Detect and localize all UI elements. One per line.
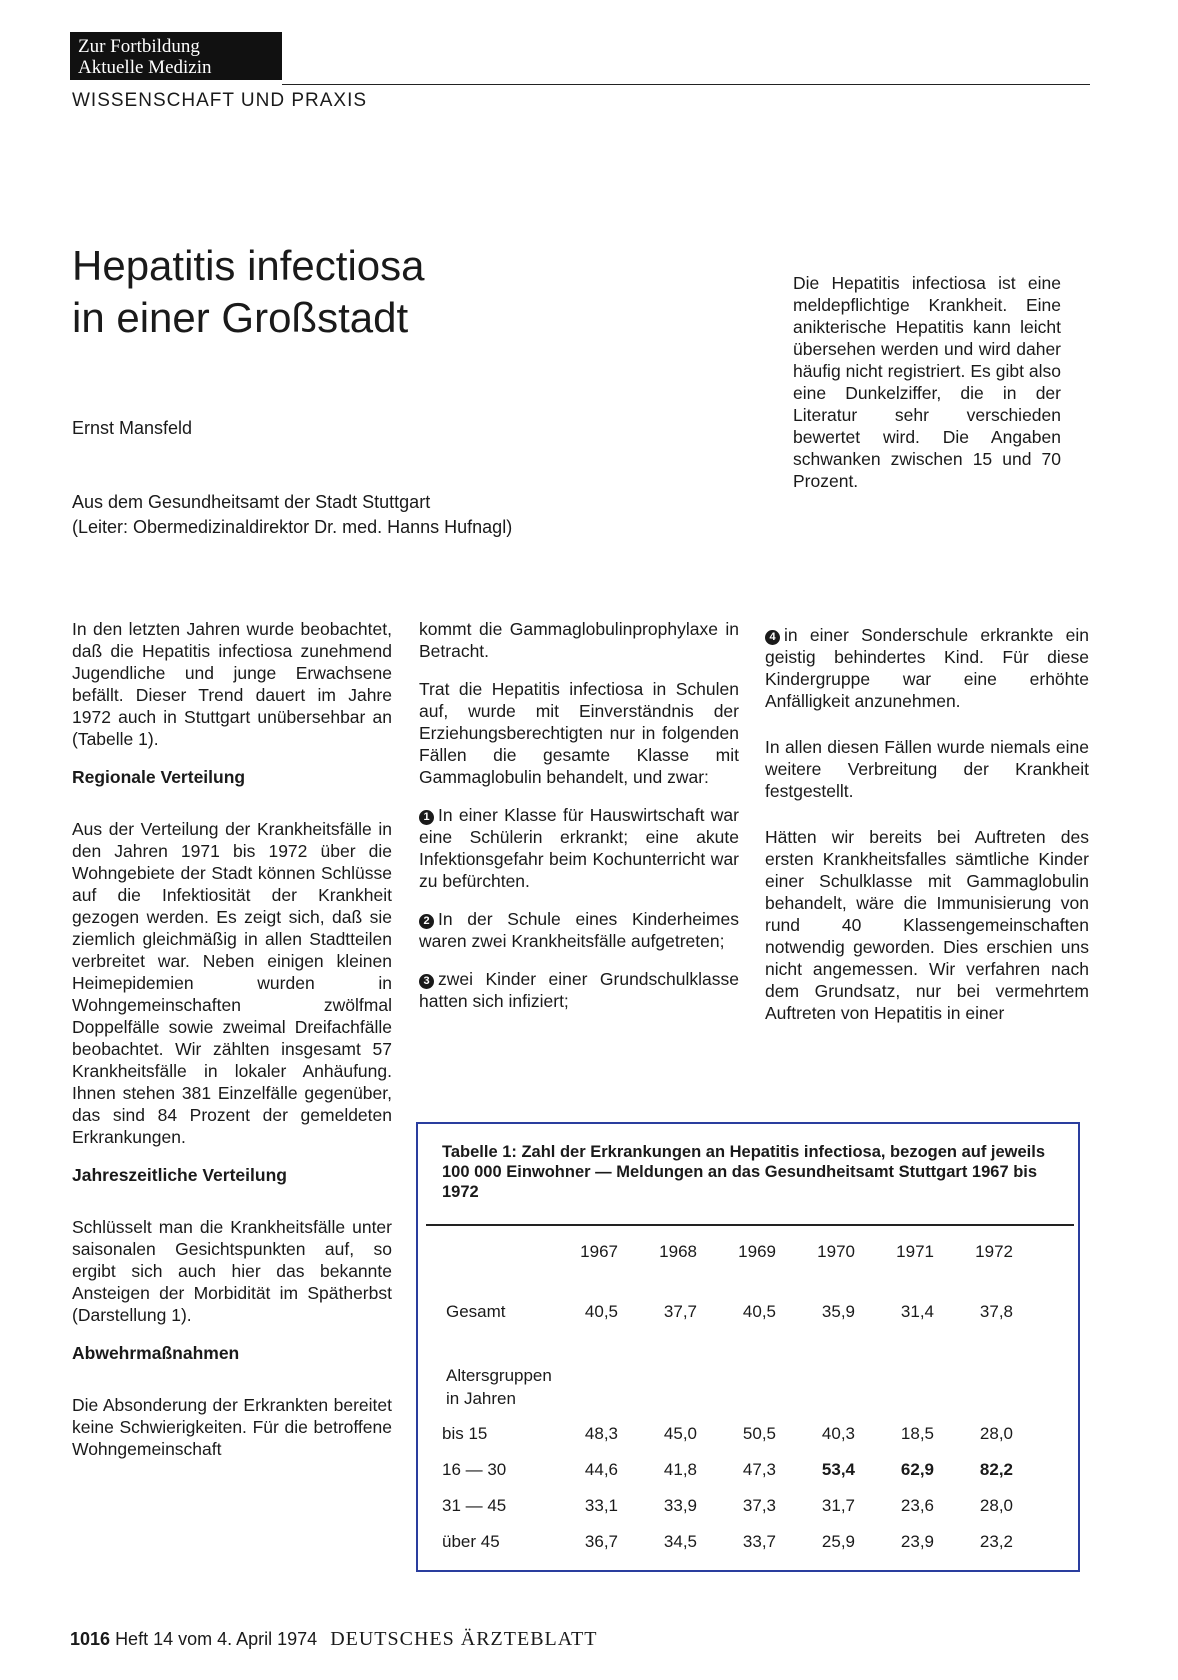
affiliation-line-1: Aus dem Gesundheitsamt der Stadt Stuttgart bbox=[72, 492, 431, 512]
table-caption: Tabelle 1: Zahl der Erkrankungen an Hepatitis infectiosa, bezogen auf jeweils 100 000 Einwohner — Meldungen an das Gesundheitsamt Stuttgart 1967 bis 1972 bbox=[442, 1143, 1046, 1201]
table-cell: 33,1 bbox=[584, 1496, 618, 1515]
table-cell: 31,4 bbox=[900, 1302, 934, 1321]
table-cell: 40,5 bbox=[584, 1302, 618, 1321]
row-label: 31 — 45 bbox=[442, 1496, 507, 1515]
table-cell: 28,0 bbox=[979, 1424, 1013, 1443]
paragraph: In allen diesen Fällen wurde niemals eine weitere Verbreitung der Krankheit festgestellt. bbox=[765, 737, 1089, 801]
table-cell: 37,8 bbox=[979, 1302, 1013, 1321]
row-label: über 45 bbox=[442, 1532, 500, 1551]
row-label: 16 — 30 bbox=[442, 1460, 507, 1479]
page-footer bbox=[70, 1628, 597, 1651]
column-1 bbox=[72, 618, 392, 1476]
issue-info: Heft 14 vom 4. April 1974 bbox=[115, 1629, 318, 1649]
heading-regional: Regionale Verteilung bbox=[72, 767, 246, 787]
paragraph: Aus der Verteilung der Krankheitsfälle in den Jahren 1971 bis 1972 über die Wohngebiete der Stadt können Schlüsse auf die Infektiosität der Krankheit gezogen werden. Es zeigt sich, daß sie ziemlich gleichmäßig in allen Stadtteilen verbreitet war. Neben einigen kleinen Heimepidemien wurden in Wohngemeinschaften zwölfmal Doppelfälle sowie zweimal Dreifachfälle beobachtet. Wir zählten insgesamt 57 Krankheitsfälle in lokaler Anhäufung. Ihnen stehen 381 Einzelfälle gegenüber, das sind 84 Prozent der gemeldeten Erkrankungen. bbox=[72, 819, 392, 1147]
data-table bbox=[416, 1122, 1080, 1572]
department-badge bbox=[70, 32, 282, 80]
table-cell: 37,7 bbox=[663, 1302, 697, 1321]
number-marker: 1 bbox=[419, 810, 434, 825]
age-header-line-2: in Jahren bbox=[446, 1389, 516, 1408]
table-cell: 34,5 bbox=[663, 1532, 697, 1551]
paragraph: Hätten wir bereits bei Auftreten des ersten Krankheitsfalles sämtliche Kinder einer Schulklasse mit Gammaglobulin behandelt, wäre die Immunisierung von rund 40 Klassengemeinschaften notwendig geworden. Dies erschien uns nicht angemessen. Wir verfahren nach dem Grundsatz, nur bei vermehrtem Auftreten von Hepatitis in einer bbox=[765, 827, 1089, 1023]
year-header: 1970 bbox=[817, 1242, 855, 1261]
table-cell-highlight: 62,9 bbox=[900, 1460, 934, 1479]
table-cell: 37,3 bbox=[742, 1496, 776, 1515]
affiliation-line-2: (Leiter: Obermedizinaldirektor Dr. med. Hanns Hufnagl) bbox=[72, 517, 513, 537]
age-header-line-1: Altersgruppen bbox=[446, 1366, 552, 1385]
number-marker: 4 bbox=[765, 630, 780, 645]
table-cell: 44,6 bbox=[584, 1460, 618, 1479]
table-cell: 50,5 bbox=[742, 1424, 776, 1443]
table-cell: 41,8 bbox=[663, 1460, 697, 1479]
number-marker: 2 bbox=[419, 914, 434, 929]
table-cell: 28,0 bbox=[979, 1496, 1013, 1515]
table-cell-highlight: 53,4 bbox=[821, 1460, 855, 1479]
table-cell: 36,7 bbox=[584, 1532, 618, 1551]
article-title bbox=[72, 240, 425, 344]
table-cell: 25,9 bbox=[821, 1532, 855, 1551]
affiliation bbox=[72, 490, 512, 540]
author: Ernst Mansfeld bbox=[72, 418, 193, 438]
table-rule bbox=[426, 1224, 1074, 1226]
number-marker: 3 bbox=[419, 974, 434, 989]
table-cell: 47,3 bbox=[742, 1460, 776, 1479]
paragraph: Die Absonderung der Erkrankten bereitet keine Schwierigkeiten. Für die betroffene Wohngemeinschaft bbox=[72, 1395, 392, 1459]
table-cell-highlight: 82,2 bbox=[979, 1460, 1013, 1479]
title-line-2: in einer Großstadt bbox=[72, 294, 409, 341]
table-cell: 31,7 bbox=[821, 1496, 855, 1515]
paragraph: Trat die Hepatitis infectiosa in Schulen auf, wurde mit Einverständnis der Erziehungsberechtigten nur in folgenden Fällen die gesamte Klasse mit Gammaglobulin behandelt, und zwar: bbox=[419, 679, 739, 787]
table-cell: 23,9 bbox=[900, 1532, 934, 1551]
section-label: WISSENSCHAFT UND PRAXIS bbox=[72, 90, 368, 111]
list-item: 1 In einer Klasse für Hauswirtschaft war eine Schülerin erkrankt; eine akute Infektionsgefahr beim Kochunterricht war zu befürchten. bbox=[419, 805, 739, 891]
list-item: 2 In der Schule eines Kinderheimes waren zwei Krankheitsfälle aufgetreten; bbox=[419, 909, 739, 951]
year-header: 1972 bbox=[975, 1242, 1013, 1261]
heading-defense: Abwehrmaßnahmen bbox=[72, 1343, 240, 1363]
table-cell: 23,6 bbox=[900, 1496, 934, 1515]
paragraph: Schlüsselt man die Krankheitsfälle unter saisonalen Gesichtspunkten auf, so ergibt sich auch hier das bekannte Ansteigen der Morbidität im Spätherbst (Darstellung 1). bbox=[72, 1217, 392, 1325]
year-header: 1967 bbox=[580, 1242, 618, 1261]
list-item: 3 zwei Kinder einer Grundschulklasse hatten sich infiziert; bbox=[419, 969, 739, 1011]
abstract: Die Hepatitis infectiosa ist eine meldepflichtige Krankheit. Eine anikterische Hepatitis kann leicht übersehen werden und wird daher häufig nicht registriert. Es gibt also eine Dunkelziffer, die in der Literatur sehr verschieden bewertet wird. Die Angaben schwanken zwischen 15 und 70 Prozent. bbox=[793, 273, 1061, 491]
row-label: bis 15 bbox=[442, 1424, 488, 1443]
table-cell: 40,3 bbox=[821, 1424, 855, 1443]
table-cell: 35,9 bbox=[821, 1302, 855, 1321]
heading-season: Jahreszeitliche Verteilung bbox=[72, 1165, 287, 1185]
list-item: 4 in einer Sonderschule erkrankte ein geistig behindertes Kind. Für diese Kindergruppe war eine erhöhte Anfälligkeit anzunehmen. bbox=[765, 625, 1089, 711]
column-3 bbox=[765, 624, 1089, 1040]
table-cell: 23,2 bbox=[979, 1532, 1013, 1551]
page-number: 1016 bbox=[70, 1629, 111, 1649]
table-cell: 45,0 bbox=[663, 1424, 697, 1443]
publication-name: DEUTSCHES ÄRZTEBLATT bbox=[330, 1628, 598, 1650]
header-rule bbox=[282, 84, 1090, 85]
badge-line-1: Zur Fortbildung bbox=[78, 36, 200, 57]
paragraph: kommt die Gammaglobulinprophylaxe in Betracht. bbox=[419, 619, 739, 661]
title-line-1: Hepatitis infectiosa bbox=[72, 242, 425, 289]
table-cell: 40,5 bbox=[742, 1302, 776, 1321]
year-header: 1971 bbox=[896, 1242, 934, 1261]
table-cell: 18,5 bbox=[900, 1424, 934, 1443]
year-header: 1968 bbox=[659, 1242, 697, 1261]
row-label: Gesamt bbox=[446, 1302, 506, 1321]
table-cell: 33,7 bbox=[742, 1532, 776, 1551]
year-header: 1969 bbox=[738, 1242, 776, 1261]
table-cell: 48,3 bbox=[584, 1424, 618, 1443]
paragraph: In den letzten Jahren wurde beobachtet, daß die Hepatitis infectiosa zunehmend Jugendliche und junge Erwachsene befällt. Dieser Trend dauert im Jahre 1972 auch in Stuttgart unübersehbar an (Tabelle 1). bbox=[72, 619, 392, 749]
badge-line-2: Aktuelle Medizin bbox=[78, 57, 212, 78]
column-2 bbox=[419, 618, 739, 1028]
table-cell: 33,9 bbox=[663, 1496, 697, 1515]
